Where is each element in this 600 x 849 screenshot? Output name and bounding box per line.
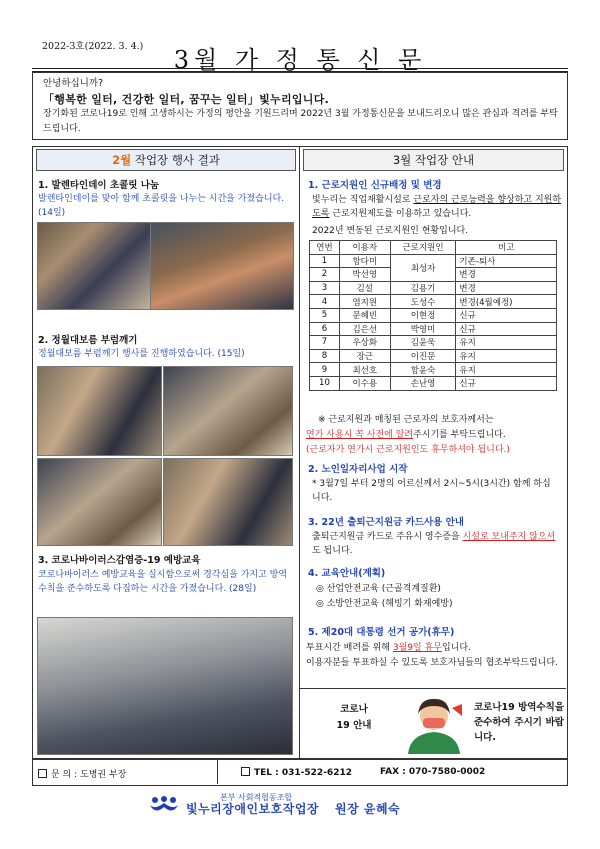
event-1-title: 1. 발렌타인데이 초콜릿 나눔	[38, 180, 160, 191]
notice-5-text-d: 이용자분들 투표하실 수 있도록 보호자님들의 협조부탁드립니다.	[306, 658, 558, 668]
cell-no: 7	[310, 336, 340, 350]
cell-helper: 이진문	[390, 349, 456, 363]
cell-note: 신규	[456, 322, 557, 336]
event-2-photo-1	[37, 366, 162, 456]
greeting-box	[32, 72, 568, 140]
greeting-message: 장기화된 코로나19로 인해 고생하시는 가정의 평안을 기원드리며 2022년 3월 가정통신문을 보내드리오니 많은 관심과 격려를 부탁드립니다.	[43, 109, 558, 134]
cell-no: 8	[310, 349, 340, 363]
notice-3-text-a: 출퇴근지원금 카드로 주유시 영수증을	[312, 532, 463, 542]
cell-user: 김설	[339, 281, 390, 295]
cell-no: 9	[310, 363, 340, 377]
notice-1-text-b: 근로자의 근로능력을 향상하고 지원하도록	[312, 195, 562, 219]
notice-3-title: 3. 22년 출퇴근지원금 카드사용 안내	[308, 517, 464, 528]
education-item: ◎ 산업안전교육 (근골격계질환)	[316, 584, 441, 594]
greeting-line: 안녕하십니까?	[43, 78, 104, 89]
notice-1-note-d: (근로자가 연가시 근로지원인도 휴무하셔야 됩니다.)	[306, 445, 510, 455]
cell-note: 변경	[456, 281, 557, 295]
notice-1-note-c: 주시기를 부탁드립니다.	[413, 430, 506, 440]
footer-divider	[217, 758, 218, 784]
event-1-photo-right	[150, 222, 294, 310]
table-row	[310, 349, 557, 363]
header-text: 작업장 행사 결과	[131, 153, 220, 167]
tel-text: TEL : 031-522-6212	[254, 768, 352, 778]
organization-name	[186, 800, 400, 817]
page-title: 3월 가 정 통 신 문	[173, 46, 427, 74]
notice-5-text-c: 입니다.	[441, 643, 471, 653]
cell-no: 10	[310, 376, 340, 390]
inquiry-contact	[38, 767, 126, 780]
notice-2-title: 2. 노인일자리사업 시작	[308, 464, 408, 475]
left-column-header	[36, 149, 296, 171]
cell-note: 신규	[456, 308, 557, 322]
table-row	[310, 363, 557, 377]
notice-3-text	[312, 530, 562, 558]
cell-user: 함다미	[339, 254, 390, 268]
square-bullet-icon	[38, 769, 47, 778]
director-name: 원장 윤혜숙	[335, 802, 401, 816]
cell-helper: 함윤숙	[390, 363, 456, 377]
notice-5-text-a: 투표시간 배려를 위해	[306, 643, 393, 653]
table-row	[310, 336, 557, 350]
phone-contact	[241, 767, 352, 778]
cell-no: 1	[310, 254, 340, 268]
cell-no: 6	[310, 322, 340, 336]
table-row	[310, 322, 557, 336]
col-header: 이용자	[339, 241, 390, 255]
table-row	[310, 281, 557, 295]
cell-helper: 이현정	[390, 308, 456, 322]
header-month: 2월	[112, 153, 132, 167]
right-column-header: 3월 작업장 안내	[303, 149, 564, 171]
event-1-text: 발렌타인데이를 맞아 함께 초콜릿을 나누는 시간을 가졌습니다. (14일)	[38, 194, 285, 218]
cell-note: 유지	[456, 349, 557, 363]
covid-rule	[300, 688, 566, 689]
notice-1-note-a: ※ 근로지원과 매칭된 근로자의 보호자께서는	[318, 415, 494, 425]
organization-parent: 본부 사회적협동조합	[220, 793, 293, 802]
notice-2-text: * 3월7일 부터 2명의 어르신께서 2시~5시(3시간) 함께 하십니다.	[312, 479, 551, 503]
notice-3-text-c: 도 됩니다.	[312, 546, 353, 556]
event-2-title: 2. 정월대보름 부럼깨기	[38, 335, 138, 346]
cell-note: 신규	[456, 376, 557, 390]
cell-no: 3	[310, 281, 340, 295]
covid-label: 코로나 19 안내	[336, 704, 372, 731]
covid-mask-person-icon	[404, 694, 466, 754]
event-3-title: 3. 코로나바이러스감염증-19 예방교육	[38, 555, 201, 566]
cell-helper: 손난영	[390, 376, 456, 390]
cell-note: 유지	[456, 363, 557, 377]
notice-1-text-a: 빛누리는 직업재활시설로	[312, 195, 414, 205]
square-bullet-icon	[241, 767, 250, 776]
fax-contact: FAX : 070-7580-0002	[380, 767, 486, 777]
event-2-photo-3	[37, 458, 162, 546]
issue-number: 2022-3호(2022. 3. 4.)	[42, 41, 144, 52]
organization-name-text: 빛누리장애인보호작업장	[186, 802, 320, 816]
event-3-text: 코로나바이러스 예방교육을 실시함으로써 경각심을 가지고 방역수칙을 준수하도록 다짐하는 시간을 가졌습니다. (28일)	[38, 570, 288, 594]
cell-note: 변경(4월예정)	[456, 295, 557, 309]
cell-user: 우상화	[339, 336, 390, 350]
col-header: 비고	[456, 241, 557, 255]
event-2-text: 정월대보름 부럼깨기 행사를 진행하였습니다. (15일)	[38, 349, 245, 359]
cell-user: 박선영	[339, 268, 390, 282]
notice-5-text-b: 3월9일 휴무	[392, 643, 442, 653]
cell-user: 이수용	[339, 376, 390, 390]
event-1-photo-left	[37, 222, 151, 310]
event-2-photo-2	[163, 366, 293, 456]
cell-helper: 박영미	[390, 322, 456, 336]
cell-user: 장근	[339, 349, 390, 363]
notice-5-title: 5. 제20대 대통령 선거 공가(휴무)	[308, 627, 455, 638]
cell-helper: 도성수	[390, 295, 456, 309]
cell-user: 염지원	[339, 295, 390, 309]
col-header: 연번	[310, 241, 340, 255]
table-caption: 2022년 변동된 근로지원인 현황입니다.	[312, 226, 469, 236]
cell-no: 2	[310, 268, 340, 282]
cell-note: 기존-퇴사	[456, 254, 557, 268]
notice-1-text	[312, 193, 562, 221]
cell-user: 문혜빈	[339, 308, 390, 322]
inquiry-text: 문 의 : 도병권 부장	[51, 770, 127, 780]
column-divider	[299, 146, 300, 758]
cell-note: 유지	[456, 336, 557, 350]
notice-1-note-b-highlight: 연가 사용시 꼭 사전에 알려	[306, 430, 414, 440]
notice-1-text-c: 근로지원제도를 이용하고 있습니다.	[329, 209, 472, 219]
support-staff-table	[309, 240, 557, 391]
cell-no: 4	[310, 295, 340, 309]
event-3-photo	[37, 617, 293, 755]
table-row	[310, 295, 557, 309]
covid-message: 코로나19 방역수칙을 준수하여 주시기 바랍니다.	[474, 702, 564, 743]
table-row	[310, 376, 557, 390]
table-row	[310, 254, 557, 268]
table-row	[310, 308, 557, 322]
slogan: 「행복한 일터, 건강한 일터, 꿈꾸는 일터」빛누리입니다.	[43, 93, 330, 106]
event-2-photo-4	[163, 458, 293, 546]
cell-helper: 김용기	[390, 281, 456, 295]
notice-3-text-b: 시설로 보내주지 않으셔	[462, 532, 556, 542]
col-header: 근로지원인	[390, 241, 456, 255]
cell-helper: 김윤욱	[390, 336, 456, 350]
cell-note: 변경	[456, 268, 557, 282]
notice-1-note-b	[306, 428, 506, 442]
cell-user: 최선호	[339, 363, 390, 377]
cell-helper-merged: 최성자	[390, 254, 456, 281]
cell-no: 5	[310, 308, 340, 322]
notice-4-title: 4. 교육안내(계획)	[308, 568, 386, 579]
notice-5-text	[306, 641, 560, 655]
education-item: ◎ 소방안전교육 (해빙기 화재예방)	[316, 599, 453, 609]
organization-logo-icon	[148, 795, 180, 815]
notice-1-title: 1. 근로지원인 신규배정 및 변경	[308, 180, 442, 191]
cell-user: 김은선	[339, 322, 390, 336]
